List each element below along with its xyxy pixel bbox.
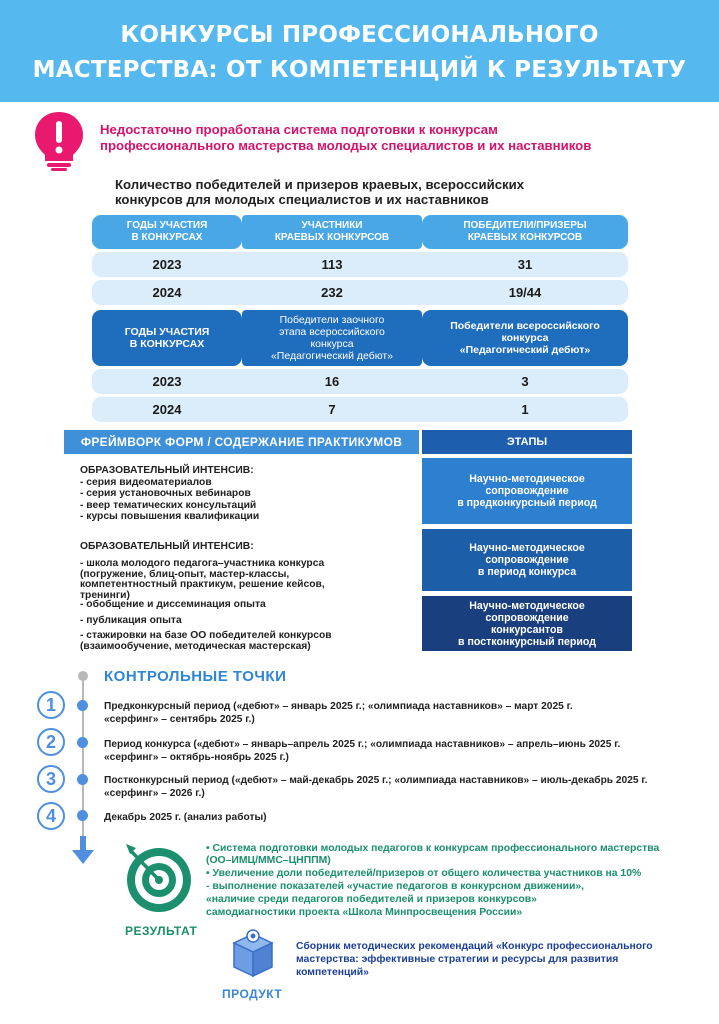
checkpoint-text-1: Предконкурсный период («дебют» – январь 2025 г.; «олимпиада наставников» – март 2025 г. «серфинг» – сентябрь 2025 г.) xyxy=(104,701,573,725)
alert-message xyxy=(100,122,680,154)
framework-header: ФРЕЙМВОРК ФОРМ / СОДЕРЖАНИЕ ПРАКТИКУМОВ xyxy=(64,430,419,454)
timeline-dot xyxy=(77,810,88,821)
framework-item: - публикация опыта xyxy=(80,615,182,626)
framework-item: - серия установочных вебинаров xyxy=(80,488,251,499)
checkpoint-text-2: Период конкурса («дебют» – январь–апрель 2025 г.; «олимпиада наставников» – апрель–июнь 2025 г. «серфинг» – октябрь-ноябрь 2025 г.) xyxy=(104,739,621,763)
table1-cell: 31 xyxy=(517,257,533,272)
stage-concourse: Научно-методическое сопровождение в период конкурса xyxy=(422,529,632,591)
table2-header-winners: Победители всероссийского конкурса «Педагогический дебют» xyxy=(422,310,628,366)
checkpoint-number-2: 2 xyxy=(37,728,65,756)
arrow-down-icon xyxy=(72,836,94,869)
framework-item: - школа молодого педагога–участника конкурса (погружение, блиц-опыт, мастер-классы, компетентностный практикум, решение кейсов, тренинги) xyxy=(80,558,325,601)
table2-header-years: ГОДЫ УЧАСТИЯ В КОНКУРСАХ xyxy=(92,310,242,366)
alert-line2: профессионального мастерства молодых специалистов и их наставников xyxy=(100,138,592,153)
framework-block1 xyxy=(80,465,259,523)
result-line: (ОО–ИМЦ/ММС–ЦНППМ) xyxy=(206,855,331,866)
stage-preconcourse: Научно-методическое сопровождение в предконкурсный период xyxy=(422,458,632,524)
checkpoint-text-4: Декабрь 2025 г. (анализ работы) xyxy=(104,812,267,823)
framework-item: - стажировки на базе ОО победителей конкурсов (взаимообучение, методическая мастерская) xyxy=(80,630,332,652)
stage-postconcourse: Научно-методическое сопровождение конкурсантов в постконкурсный период xyxy=(422,596,632,651)
framework-block2-title: ОБРАЗОВАТЕЛЬНЫЙ ИНТЕНСИВ: xyxy=(80,541,254,552)
target-icon xyxy=(122,840,196,919)
table1-header-years: ГОДЫ УЧАСТИЯ В КОНКУРСАХ xyxy=(92,215,242,249)
table2-cell: 1 xyxy=(521,402,529,417)
result-line: самодиагностики проекта «Школа Минпросвещения России» xyxy=(206,907,523,918)
result-line: «наличие среди педагогов победителей и призеров конкурсов» xyxy=(206,894,537,905)
timeline-dot xyxy=(77,700,88,711)
timeline-dot xyxy=(77,737,88,748)
product-label: ПРОДУКТ xyxy=(222,987,283,1001)
product-text: Сборник методических рекомендаций «Конкурс профессионального мастерства: эффективные стратегии и ресурсы для развития компетенций» xyxy=(296,941,653,978)
table1-cell: 19/44 xyxy=(508,285,542,300)
table2-cell: 2024 xyxy=(152,402,182,417)
table1-header-winners: ПОБЕДИТЕЛИ/ПРИЗЕРЫ КРАЕВЫХ КОНКУРСОВ xyxy=(422,215,628,249)
checkpoint-number-3: 3 xyxy=(37,765,65,793)
checkpoint-number-4: 4 xyxy=(37,802,65,830)
framework-item: - веер тематических консультаций xyxy=(80,499,257,511)
timeline-start-dot xyxy=(78,671,88,681)
checkpoint-number-1: 1 xyxy=(37,691,65,719)
framework-item: - серия видеоматериалов xyxy=(80,476,212,488)
page-title-line1: КОНКУРСЫ ПРОФЕССИОНАЛЬНОГО xyxy=(120,22,599,48)
result-label: РЕЗУЛЬТАТ xyxy=(125,924,198,938)
result-line: • Система подготовки молодых педагогов к конкурсам профессионального мастерства xyxy=(206,843,660,854)
result-line: • Увеличение доли победителей/призеров от общего количества участников на 10% xyxy=(206,868,642,879)
stats-title-line1: Количество победителей и призеров краевых, всероссийских xyxy=(115,177,525,192)
alert-line1: Недостаточно проработана система подготовки к конкурсам xyxy=(100,122,498,137)
table1-cell: 2023 xyxy=(152,257,182,272)
checkpoints-title: КОНТРОЛЬНЫЕ ТОЧКИ xyxy=(104,668,287,685)
stages-header: ЭТАПЫ xyxy=(422,430,632,454)
product-cube-icon xyxy=(228,926,278,985)
table2-cell: 3 xyxy=(521,374,529,389)
table1-cell: 2024 xyxy=(152,285,182,300)
lightbulb-alert-icon xyxy=(33,110,85,177)
timeline-dot xyxy=(77,774,88,785)
framework-block1-title: ОБРАЗОВАТЕЛЬНЫЙ ИНТЕНСИВ: xyxy=(80,465,254,476)
framework-item: - обобщение и диссеминация опыта xyxy=(80,599,266,610)
table1-cell: 232 xyxy=(321,285,343,300)
framework-item: - курсы повышения квалификации xyxy=(80,511,260,522)
table2-cell: 7 xyxy=(328,402,336,417)
table2-cell: 16 xyxy=(324,374,340,389)
checkpoint-text-3: Постконкурсный период («дебют» – май-декабрь 2025 г.; «олимпиада наставников» – июль-декабрь 2025 г. «серфинг» – 2026 г.) xyxy=(104,775,648,799)
stats-title xyxy=(115,177,615,207)
result-line: - выполнение показателей «участие педагогов в конкурсном движении», xyxy=(206,881,585,892)
table2-header-correspondence: Победители заочного этапа всероссийского конкурса «Педагогический дебют» xyxy=(242,310,422,366)
stats-title-line2: конкурсов для молодых специалистов и их наставников xyxy=(115,192,489,207)
table1-cell: 113 xyxy=(321,257,343,272)
page-title-line2: МАСТЕРСТВА: ОТ КОМПЕТЕНЦИЙ К РЕЗУЛЬТАТУ xyxy=(32,57,687,83)
table1-header-participants: УЧАСТНИКИ КРАЕВЫХ КОНКУРСОВ xyxy=(242,215,422,249)
table2-cell: 2023 xyxy=(152,374,182,389)
header-banner xyxy=(0,0,719,102)
